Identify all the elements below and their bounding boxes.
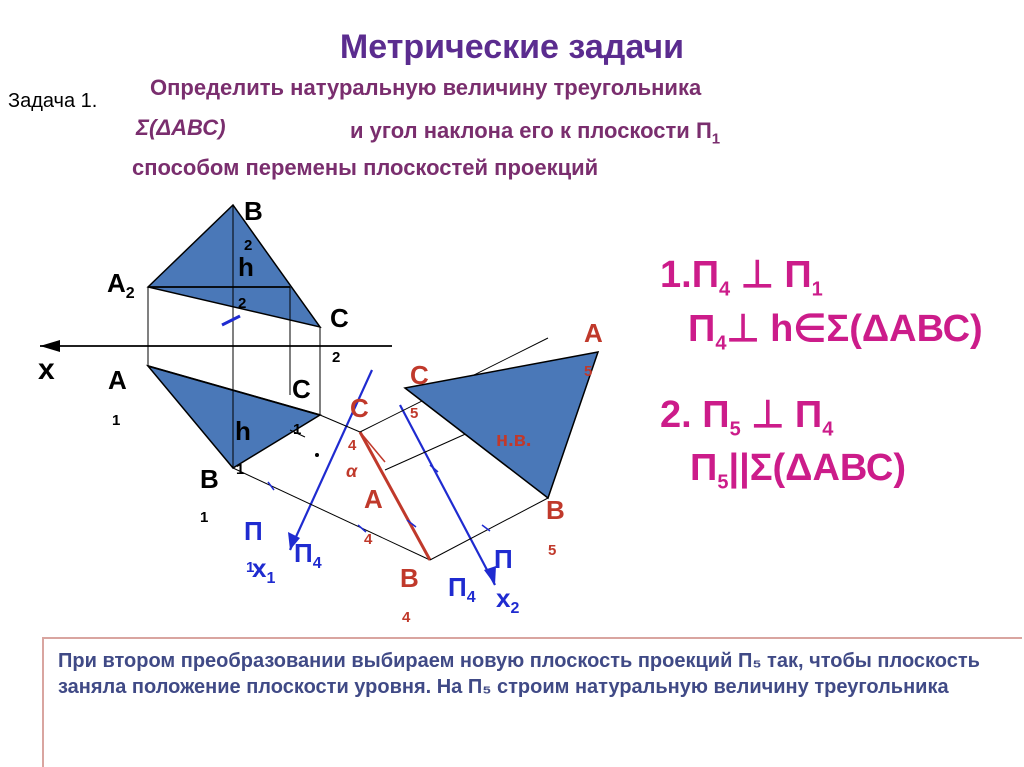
label-P1-sub: 1 (246, 559, 255, 576)
label-alpha: α (346, 461, 358, 481)
task-line-2: и угол наклона его к плоскости $П_1$ (350, 118, 721, 148)
label-P5: П (494, 544, 513, 574)
label-B4-sub: 4 (402, 609, 411, 626)
label-B2-sub: 2 (244, 237, 253, 254)
label-P4-b: $П_4$ (448, 572, 476, 607)
label-C1: C (292, 374, 311, 404)
task-line-3: способом перемены плоскостей проекций (132, 155, 599, 180)
label-P1: П (244, 516, 263, 546)
step-1-line-b: $П_4\perp$ h∈Σ(ΔАВС) (688, 308, 983, 355)
label-C4-sub: 4 (348, 437, 357, 454)
label-C1-sub: 1 (293, 421, 302, 438)
label-x1: $x_1$ (252, 553, 276, 588)
label-A5: A (584, 318, 603, 348)
step-1-line-a: $1.П_4$ ⊥ $П_1$ (660, 254, 823, 301)
label-C2-sub: 2 (332, 349, 341, 366)
label-B4: B (400, 563, 419, 593)
label-C5-sub: 5 (410, 405, 419, 422)
label-B1: B (200, 464, 219, 494)
label-B5-sub: 5 (548, 542, 557, 559)
label-A5-sub: 5 (584, 363, 593, 380)
triangle-true-size (405, 352, 598, 498)
label-P4-a: $П_4$ (294, 538, 322, 573)
label-h1-sub: 1 (236, 461, 245, 478)
label-C2: C (330, 303, 349, 333)
label-h1: h (235, 416, 251, 446)
label-h2: h (238, 252, 254, 282)
task-sigma: Σ(ΔАВС) (136, 115, 226, 140)
step-2-line-a: 2. $П_5$ ⊥ $П_4$ (660, 394, 834, 441)
step-2-line-b: $П_5||\Sigma(\Delta АВС)$ (690, 447, 907, 494)
label-x2: $x_2$ (496, 583, 520, 618)
label-B5: B (546, 495, 565, 525)
triangle-front-projection (148, 205, 320, 327)
label-B2: B (244, 196, 263, 226)
label-A4: A (364, 484, 383, 514)
label-A4-sub: 4 (364, 531, 373, 548)
label-C4: C (350, 393, 369, 423)
page-title: Метрические задачи (339, 28, 685, 66)
label-A1: A (108, 365, 127, 395)
label-C5: C (410, 360, 429, 390)
label-B1-sub: 1 (200, 509, 209, 526)
label-A1-sub: 1 (112, 412, 121, 429)
label-h2-sub: 2 (238, 295, 247, 312)
task-line-1: Определить натуральную величину треугольника (150, 75, 702, 100)
label-true-size: н.в. (496, 429, 532, 451)
note-text: При втором преобразовании выбираем новую плоскость проекций П₅ так, чтобы плоскость заняла положение плоскости уровня. На П₅ строим натуральную величину треугольника (58, 650, 980, 698)
task-label: Задача 1. (8, 90, 98, 112)
label-x-axis: x (38, 353, 55, 386)
label-A2: $A_2$ (107, 268, 135, 303)
